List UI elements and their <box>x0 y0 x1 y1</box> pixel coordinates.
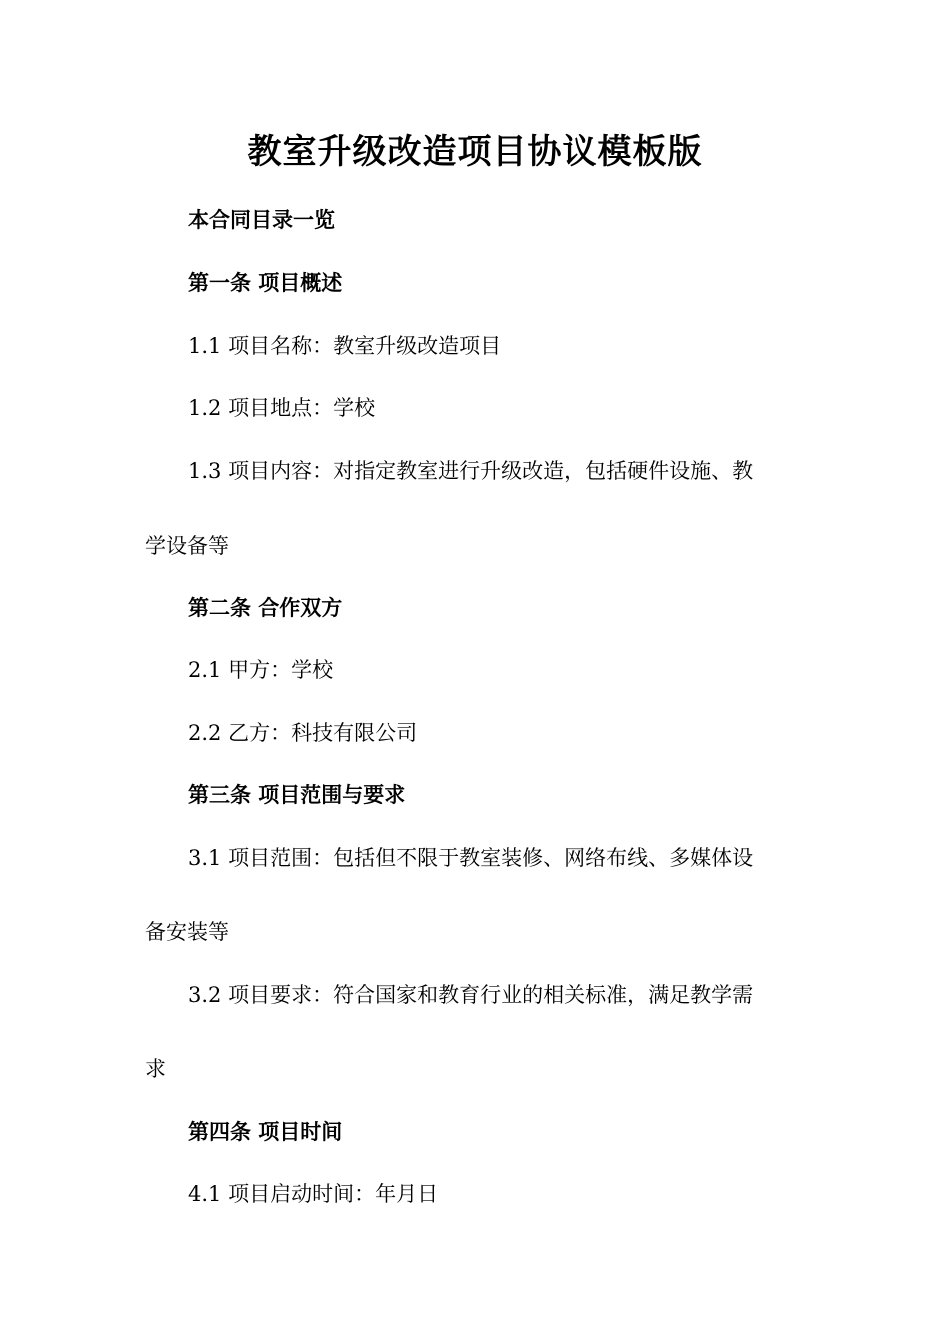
clause-1-3-continued: 学设备等 <box>145 534 229 558</box>
clause-1-3: 1.3 项目内容：对指定教室进行升级改造，包括硬件设施、教 <box>188 459 754 483</box>
clause-3-1-continued: 备安装等 <box>145 920 229 944</box>
clause-3-2: 3.2 项目要求：符合国家和教育行业的相关标准，满足教学需 <box>188 983 754 1007</box>
clause-4-1: 4.1 项目启动时间：年月日 <box>188 1182 439 1206</box>
clause-1-1: 1.1 项目名称：教室升级改造项目 <box>188 334 502 358</box>
toc-label: 本合同目录一览 <box>188 207 335 232</box>
document-title: 教室升级改造项目协议模板版 <box>247 132 703 172</box>
clause-2-2: 2.2 乙方：科技有限公司 <box>188 721 418 745</box>
section-heading-3: 第三条 项目范围与要求 <box>188 782 406 807</box>
clause-3-2-continued: 求 <box>145 1057 166 1081</box>
section-heading-2: 第二条 合作双方 <box>188 595 343 620</box>
clause-1-2: 1.2 项目地点：学校 <box>188 396 376 420</box>
clause-3-1: 3.1 项目范围：包括但不限于教室装修、网络布线、多媒体设 <box>188 846 754 870</box>
section-heading-4: 第四条 项目时间 <box>188 1119 343 1144</box>
clause-2-1: 2.1 甲方：学校 <box>188 658 334 682</box>
section-heading-1: 第一条 项目概述 <box>188 270 343 295</box>
